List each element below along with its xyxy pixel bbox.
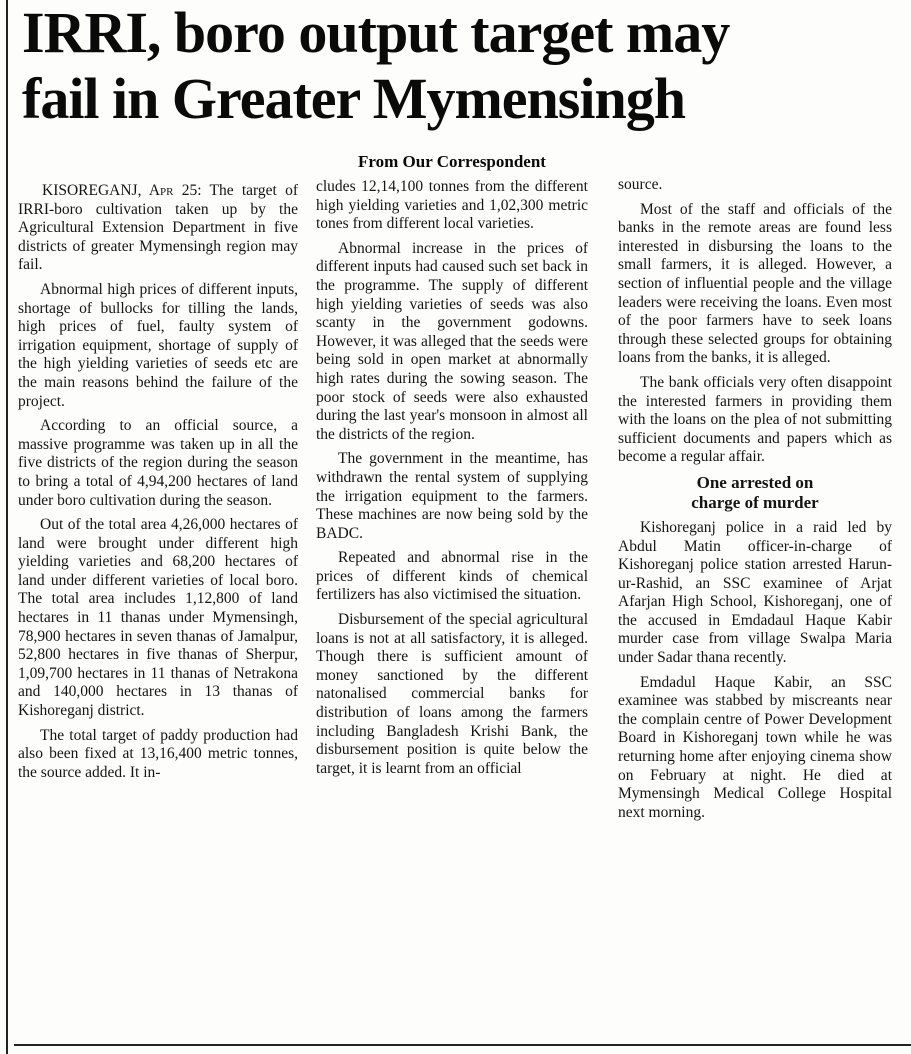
paragraph: Out of the total area 4,26,000 hectares of land were brought under different high yielding varieties and 68,200 hectares of land under different varieties of local boro. The total area includes 1,12,800 of land hectares in 11 thanas under Mymensingh, 78,900 hectares in seven thanas of Jamalpur, 52,800 hectares in five thanas of Sherpur, 1,09,700 hectares in 11 thanas of Netrakona and 140,000 hectares in 13 thanas of Kishoreganj district.	[18, 516, 298, 720]
headline-line-2: fail in Greater Mymensingh	[22, 66, 685, 131]
article-column-1	[18, 182, 298, 1038]
headline	[22, 0, 907, 132]
paragraph: Emdadul Haque Kabir, an SSC examinee was stabbed by miscreants near the complain centre of Power Development Board in Kishoreganj town while he was returning home after enjoying cinema show on February at night. He died at Mymensingh Medical College Hospital next morning.	[618, 673, 892, 821]
paragraph: According to an official source, a massive programme was taken up in all the five districts of the region during the season to bring a total of 4,94,200 hectares of land under boro cultivation during the season.	[18, 417, 298, 509]
paragraph-text: The target of IRRI-boro cultivation taken up by the Agricultural Extension Department in five districts of greater Mymensingh region may fail.	[18, 182, 298, 274]
paragraph: cludes 12,14,100 tonnes from the different high yielding varieties and 1,02,300 metric tones from different local varieties.	[316, 178, 588, 233]
paragraph: Kishoreganj police in a raid led by Abdul Matin officer-in-charge of Kishoreganj police station arrested Harun-ur-Rashid, an SSC examinee of Arjat Afarjan High School, Kishoreganj, one of the accused in Emdadaul Haque Kabir murder case from village Swalpa Maria under Sadar thana recently.	[618, 518, 892, 667]
headline-line-1: IRRI, boro output target may	[22, 0, 730, 65]
subheading	[618, 473, 892, 513]
dateline: KISOREGANJ, Apr 25:	[42, 182, 202, 199]
paragraph: Abnormal high prices of different inputs, shortage of bullocks for tilling the lands, high prices of fuel, faulty system of irrigation equipment, shortage of supply of the high yielding varieties of seeds etc are the main reasons behind the failure of the project.	[18, 280, 298, 410]
paragraph: Repeated and abnormal rise in the prices of different kinds of chemical fertilizers has also victimised the situation.	[316, 549, 588, 604]
byline: From Our Correspondent	[358, 152, 546, 171]
paragraph: source.	[618, 176, 663, 193]
paragraph: Disbursement of the special agricultural loans is not at all satisfactory, it is alleged. Though there is sufficient amount of money sanctioned by the different natonalised commercial banks for distribution of loans among the farmers including Bangladesh Krishi Bank, the disbursement position is quite below the target, it is learnt from an official	[316, 611, 588, 777]
subheading-line-1: One arrested on	[696, 472, 814, 492]
paragraph: The bank officials very often disappoint the interested farmers in providing them with the loans on the plea of not submitting sufficient documents and papers which as become a regular affair.	[618, 373, 892, 466]
bottom-rule	[14, 1044, 911, 1046]
article-column-3	[618, 176, 892, 1038]
subheading-line-2: charge of murder	[691, 492, 819, 512]
paragraph: The total target of paddy production had also been fixed at 13,16,400 metric tonnes, the source added. It in-	[18, 726, 298, 781]
paragraph: The government in the meantime, has withdrawn the rental system of supplying the irrigation equipment to the farmers. These machines are now being sold by the BADC.	[316, 450, 588, 542]
column-rule-left	[6, 0, 8, 1054]
article-column-2	[316, 178, 588, 1038]
paragraph: Most of the staff and officials of the banks in the remote areas are found less interested in disbursing the loans to the small farmers, it is alleged. However, a section of influential people and the village leaders were receiving the loans. Even most of the poor farmers have to seek loans through these selected groups for obtaining loans from the banks, it is alleged.	[618, 200, 892, 367]
paragraph	[18, 182, 298, 275]
paragraph: Abnormal increase in the prices of different inputs had caused such set back in the programme. The supply of different high yielding varieties of seeds was also scanty in the government godowns. However, it was alleged that the seeds were being sold in open market at abnormally high rates during the sowing season. The poor stock of seeds were also exhausted during the last year's monsoon in almost all the districts of the region.	[316, 239, 588, 443]
